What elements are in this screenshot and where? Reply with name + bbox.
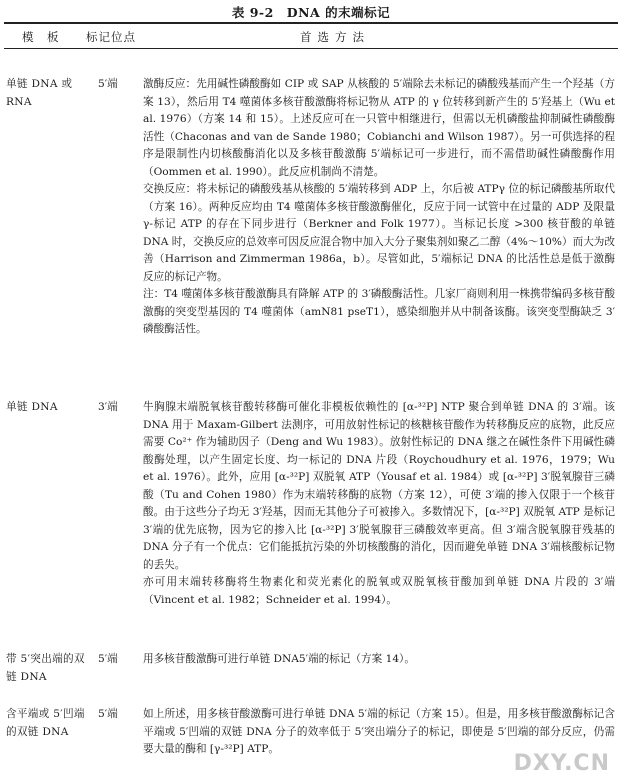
row-position: 5′端 (98, 653, 118, 665)
header-rule (4, 48, 618, 49)
row-template: 含平端或 5′凹端的双链 DNA (6, 708, 85, 738)
method-paragraph: 牛胸腺末端脱氧核苷酸转移酶可催化非模板依赖性的 [α-³²P] NTP 聚合到单链 DNA 的 3′端。该 DNA 用于 Maxam-Gilbert 法测序，可用放射性标记的核糖核苷酸作为转移酶反应的底物，此反应需要 Co²⁺ 作为辅助因子（Deng and Wu 1983）。放射性标记的 DNA 继之在碱性条件下用碱性磷酸酶处理，以产生固定长度、均一标记的 DNA 片段（Roychoudhury et al. 1976，1979；Wu et al. 1976）。此外，应用 [α-³²P] 双脱氧 ATP（Yousaf et al. 1984）或 [α-³²P] 3′脱氧腺苷三磷酸（Tu and Cohen 1980）作为末端转移酶的底物（方案 12），可使 3′端的掺入仅限于一个核苷酸。由于这些分子均无 3′羟基，因而无其他分子可被掺入。多数情况下，[α-³²P] 双脱氧 ATP 是标记 3′端的优先底物，因为它的掺入比 [α-³²P] 3′脱氧腺苷三磷酸效率更高。但 3′端含脱氧腺苷残基的 DNA 分子有一个优点：它们能抵抗污染的外切核酸酶的消化，因而避免单链 DNA 3′端核酸标记物的丢失。 (143, 401, 615, 571)
method-paragraph: 交换反应：将未标记的磷酸残基从核酸的 5′端转移到 ADP 上，尔后被 ATPγ 位的标记磷酸基所取代（方案 16）。两种反应均由 T4 噬菌体多核苷酸激酶催化，反应于同一试管中在过量的 ADP 及限量 γ-标记 ATP 的存在下同步进行（Berkner and Folk 1977）。当标记长度 >300 核苷酸的单链 DNA 时，交换反应的总效率可因反应混合物中加入大分子聚集剂如聚乙二醇（4%～10%）而大为改善（Harrison and Zimmerman 1986a，b）。尽管如此，5′端标记 DNA 的比活性总是低于激酶反应的标记产物。 (143, 183, 615, 283)
row-method (143, 399, 615, 609)
method-paragraph: 激酶反应：先用碱性磷酸酶如 CIP 或 SAP 从核酸的 5′端除去未标记的磷酸残基而产生一个羟基（方案 13），然后用 T4 噬菌体多核苷酸激酶将标记物从 ATP 的 γ 位转移到新产生的 5′羟基上（Wu et al. 1976）（方案 14 和 15）。上述反应可在一只管中相继进行，但需以无机磷酸盐抑制碱性磷酸酶活性（Chaconas and van de Sande 1980；Cobianchi and Wilson 1987）。另一可供选择的程序是限制性内切核酸酶消化以及多核苷酸激酶 5′端标记可一步进行，而不需借助碱性磷酸酶作用（Oommen et al. 1990）。此反应机制尚不清楚。 (143, 78, 616, 178)
row-method (143, 651, 615, 669)
method-paragraph: 亦可用末端转移酶将生物素化和荧光素化的脱氧或双脱氧核苷酸加到单链 DNA 片段的 3′端（Vincent et al. 1982；Schneider et al. 1994）。 (143, 576, 615, 606)
row-template: 单链 DNA 或 RNA (6, 78, 73, 108)
top-rule (4, 22, 618, 24)
method-paragraph: 注：T4 噬菌体多核苷酸激酶具有降解 ATP 的 3′磷酸酶活性。几家厂商则利用一株携带编码多核苷酸激酶的突变型基因的 T4 噬菌体（amN81 pseT1），感染细胞并从中制备该酶。该突变型酶缺乏 3′磷酸酶活性。 (143, 288, 615, 335)
row-position: 5′端 (98, 78, 118, 90)
row-method (143, 76, 615, 339)
row-template: 带 5′突出端的双链 DNA (6, 653, 85, 683)
row-template: 单链 DNA (6, 401, 58, 413)
header-method: 首选方法 (300, 30, 370, 44)
header-template: 模 板 (22, 30, 60, 44)
method-paragraph: 如上所述，用多核苷酸激酶可进行单链 DNA 5′端的标记（方案 15）。但是，用多核苷酸激酶标记含平端或 5′凹端的双链 DNA 分子的效率低于 5′突出端分子的标记，即使是 5′凹端的部分反应，仍需要大量的酶和 [γ-³²P] ATP。 (143, 708, 615, 755)
table-title: 表 9-2 DNA 的末端标记 (231, 5, 391, 20)
method-paragraph: 用多核苷酸激酶可进行单链 DNA5′端的标记（方案 14）。 (143, 653, 415, 665)
header-position: 标记位点 (86, 30, 136, 44)
row-position: 3′端 (98, 401, 118, 413)
watermark-text: DXY.CN (513, 751, 610, 776)
row-position: 5′端 (98, 708, 118, 720)
